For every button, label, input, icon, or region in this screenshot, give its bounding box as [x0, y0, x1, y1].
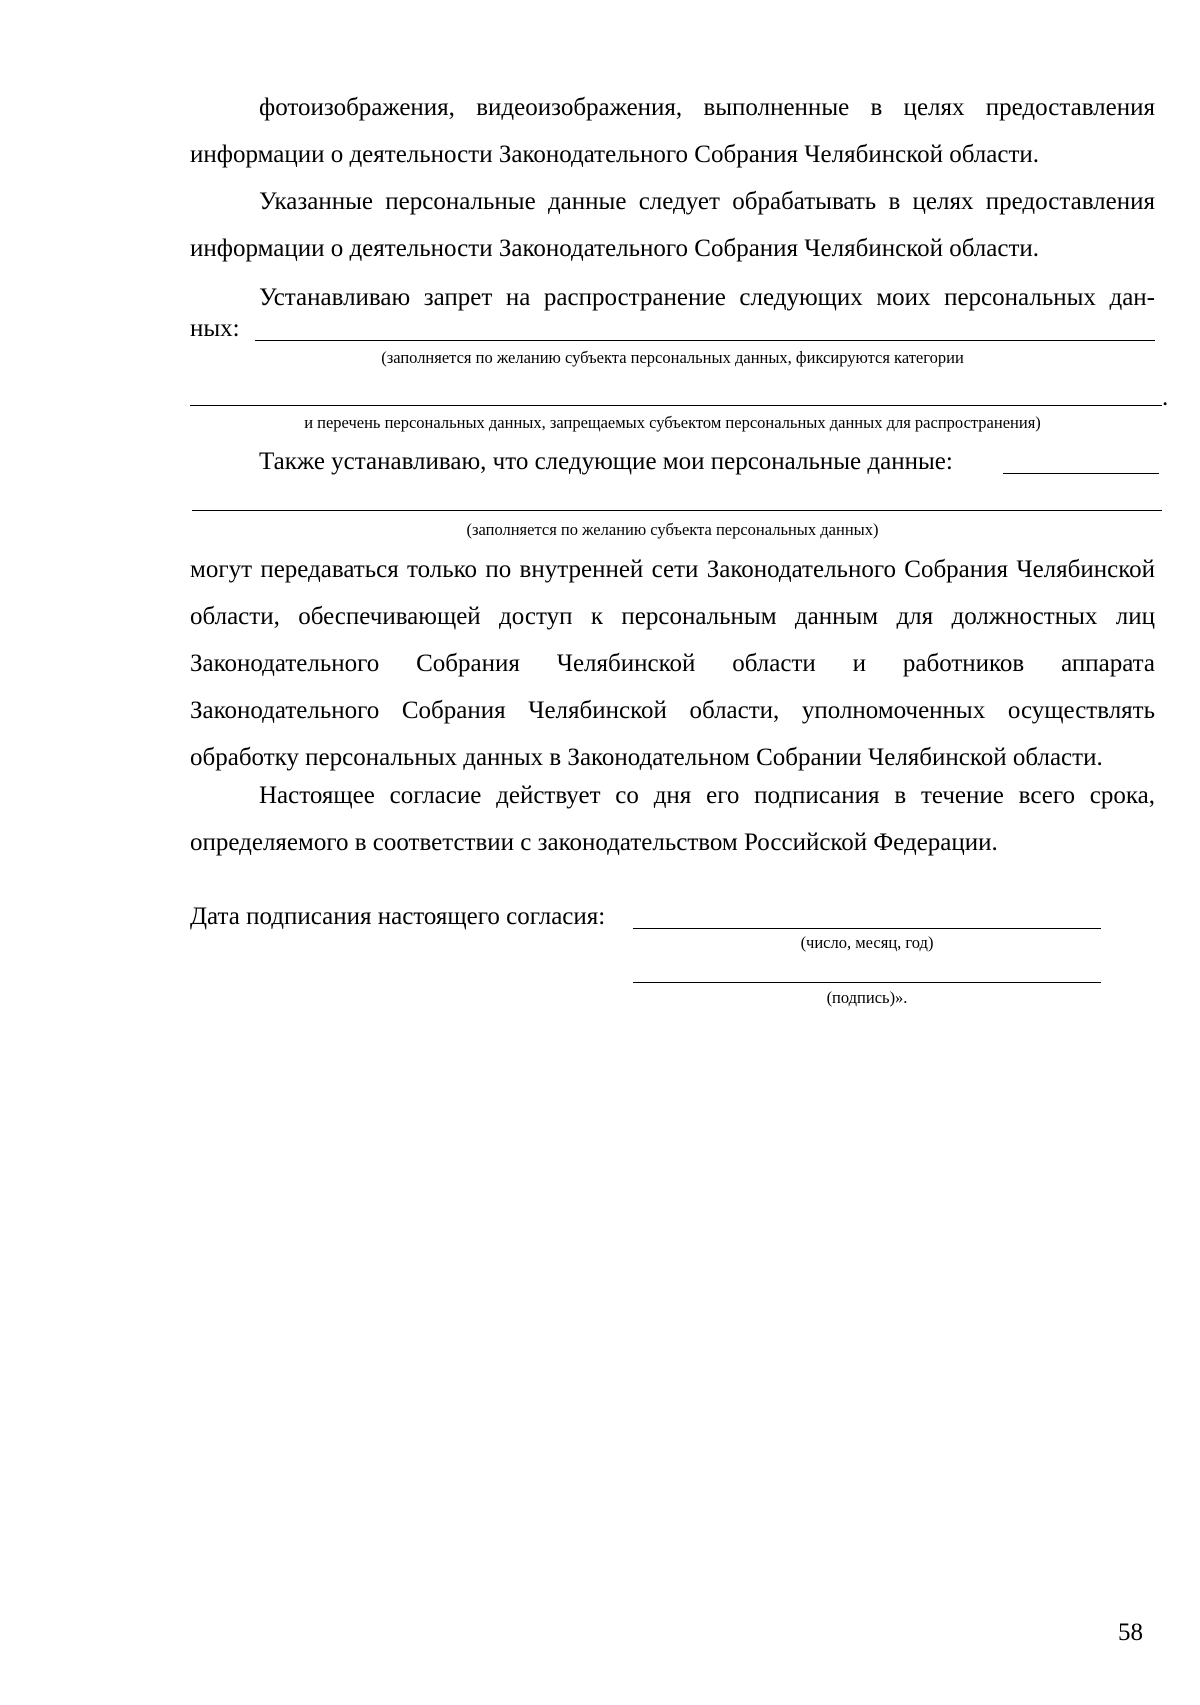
signature-hint: (подпись)».: [826, 988, 908, 1007]
signing-date-label: Дата подписания настоящего согласия:: [190, 903, 606, 930]
hint-ban-categories: (заполняется по желанию субъекта персональных данных, фиксируются категории: [381, 348, 964, 367]
hint-internal-data: (заполняется по желанию субъекта персональных данных): [466, 520, 879, 539]
signature-line: [633, 982, 1101, 983]
signing-date-line: [633, 928, 1101, 929]
paragraph-validity: Настоящее согласие действует со дня его подписания в течение всего срока, определяемого в соответствии с законодательством Российской Федерации.: [190, 782, 1155, 856]
internal-fill-line-2: [192, 510, 1162, 511]
paragraph-photo-images: фотоизображения, видеоизображения, выполненные в целях предоставления информации о деятельности Законодательного Собрания Челябинской области.: [190, 94, 1155, 168]
paragraph-internal-network: могут передаваться только по внутренней сети Законодательного Собрания Челябинской области, обеспечивающей доступ к персональным данным для должностных лиц Законодательного Собрания Челябинской области и работников аппарата Законодательного Собрания Челябинской области, уполномоченных осуществлять обработку персональных данных в Законодательном Собрании Челябинской области.: [190, 556, 1155, 771]
hint-ban-list: и перечень персональных данных, запрещаемых субъектом персональных данных для распространения): [304, 413, 1041, 432]
page-number: 58: [1118, 1619, 1143, 1646]
paragraph-internal-network-intro: Также устанавливаю, что следующие мои персональные данные:: [259, 448, 953, 475]
ban-fill-line-2: [190, 405, 1162, 406]
paragraph-ban-line2: ных:: [190, 315, 240, 342]
ban-fill-line-1: [255, 340, 1155, 341]
internal-fill-line-1: [1003, 473, 1159, 474]
signing-date-hint: (число, месяц, год): [800, 933, 934, 952]
paragraph-ban-line1: Устанавливаю запрет на распространение следующих моих персональных дан-: [259, 284, 1155, 311]
paragraph-processing-purpose: Указанные персональные данные следует обрабатывать в целях предоставления информации о деятельности Законодательного Собрания Челябинской области.: [190, 188, 1155, 262]
ban-line-end-dot: .: [1162, 384, 1169, 411]
